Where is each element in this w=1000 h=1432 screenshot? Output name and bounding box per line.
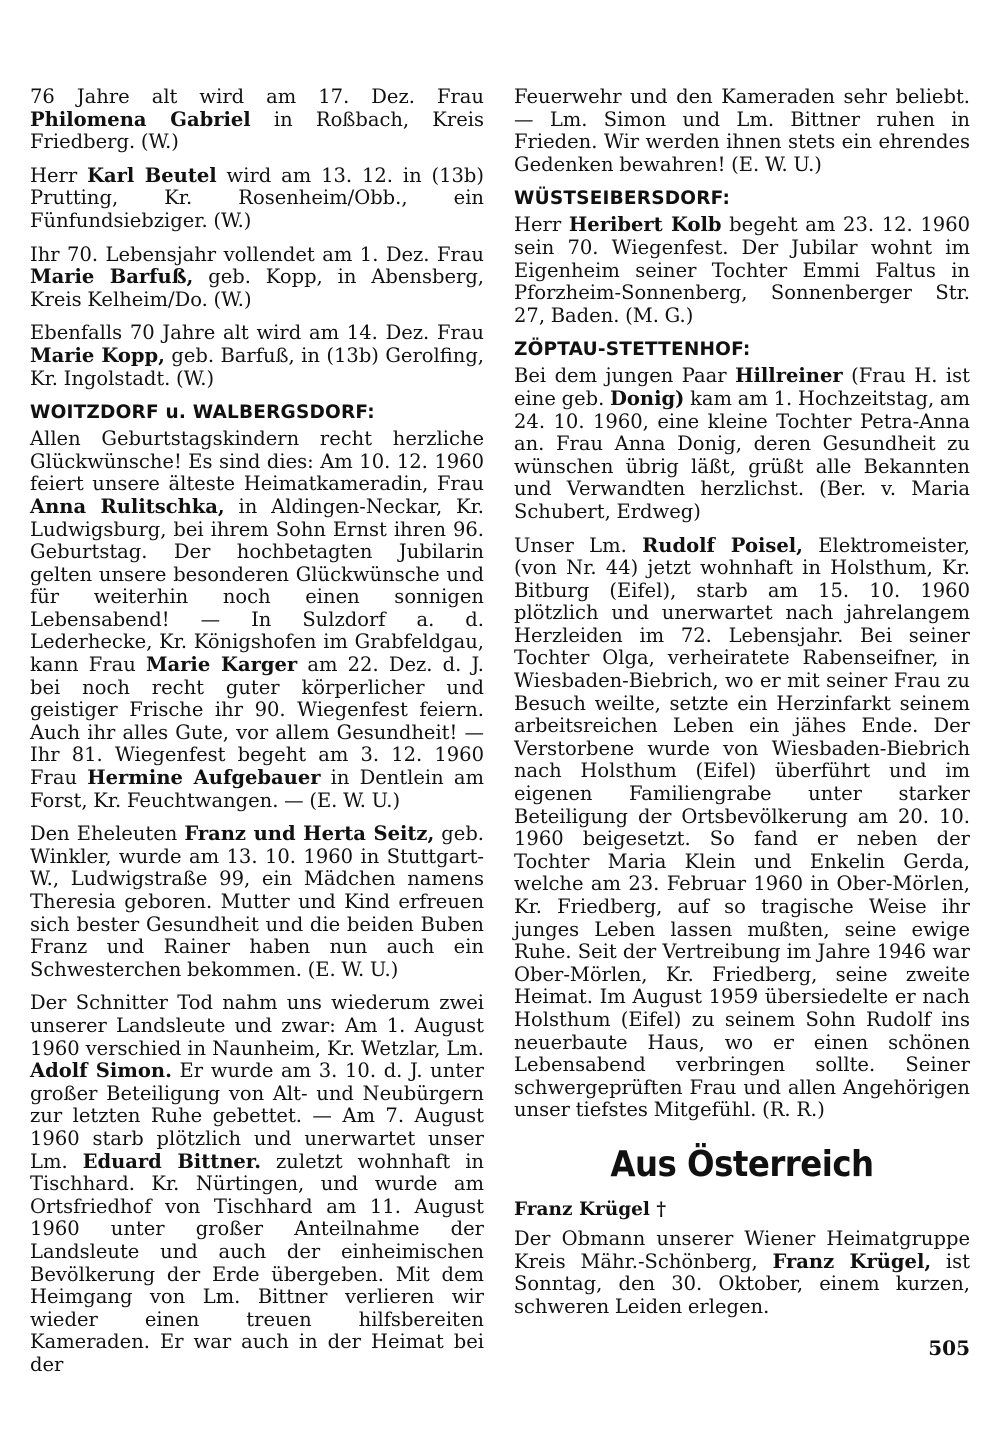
right-column	[514, 86, 970, 1329]
person-name: Hillreiner	[735, 364, 843, 388]
person-name: Rudolf Poisel,	[642, 533, 803, 557]
paragraph: Der Schnitter Tod nahm uns wiederum zwei unserer Landsleute und zwar: Am 1. August 1960 verschied in Naunheim, Kr. Wetzlar, Lm. Adolf Simon. Er wurde am 3. 10. d. J. unter großer Beteiligung von Alt- und Neubürgern zur letzten Ruhe gebettet. — Am 7. August 1960 starb plötzlich und unerwartet unser Lm. Eduard Bittner. zuletzt wohnhaft in Tischhard. Kr. Nürtingen, und wurde am Ortsfriedhof von Tischhard am 11. August 1960 unter großer Anteilnahme der Landsleute und auch der einheimischen Bevölkerung der Erde übergeben. Mit dem Heimgang von Lm. Bittner verlieren wir wieder einen treuen hilfsbereiten Kameraden. Er war auch in der Heimat bei der	[30, 991, 484, 1376]
person-name: Franz und Herta Seitz,	[184, 822, 435, 846]
person-name: Heribert Kolb	[568, 213, 722, 237]
person-name: Anna Rulitschka,	[30, 494, 225, 518]
person-name: Franz Krügel,	[772, 1249, 932, 1273]
paragraph: Feuerwehr und den Kameraden sehr beliebt. — Lm. Simon und Lm. Bittner ruhen in Frieden. Wir werden ihnen stets ein ehrendes Gedenken bewahren! (E. W. U.)	[514, 85, 970, 176]
person-name: Marie Barfuß,	[30, 265, 194, 289]
paragraph: Bei dem jungen Paar Hillreiner (Frau H. ist eine geb. Donig) kam am 1. Hochzeitstag, am 24. 10. 1960, eine kleine Tochter Petra-Anna an. Frau Anna Donig, deren Gesundheit zu wünschen übrig läßt, grüßt alle Bekannten und Verwandten herzlichst. (Ber. v. Maria Schubert, Erdweg)	[514, 364, 970, 523]
left-column	[30, 86, 484, 1387]
person-name: Hermine Aufgebauer	[87, 766, 321, 790]
section-title: Aus Österreich	[610, 1143, 874, 1185]
person-name: Donig)	[610, 386, 685, 410]
person-name: Karl Beutel	[87, 163, 217, 187]
person-name: Philomena Gabriel	[30, 107, 251, 131]
paragraph: 76 Jahre alt wird am 17. Dez. Frau Philomena Gabriel in Roßbach, Kreis Friedberg. (W.)	[30, 85, 484, 154]
paragraph: Der Obmann unserer Wiener Heimatgruppe Kreis Mähr.-Schönberg, Franz Krügel, ist Sonntag, den 30. Oktober, einem kurzen, schweren Leiden erlegen.	[514, 1226, 970, 1318]
person-name: Marie Kopp,	[30, 343, 165, 367]
paragraph: Unser Lm. Rudolf Poisel, Elektromeister, (von Nr. 44) jetzt wohnhaft in Holsthum, Kr. Bitburg (Eifel), starb am 15. 10. 1960 plötzlich und unerwartet nach jahrelangem Herzleiden im 72. Lebensjahr. Bei seiner Tochter Olga, verheiratete Rabenseifner, in Wiesbaden-Biebrich, wo er mit seiner Frau zu Besuch weilte, setzte ein Herzinfarkt seinem arbeitsreichen Leben ein jähes Ende. Der Verstorbene wurde von Wiesbaden-Biebrich nach Holsthum (Eifel) überführt und im eigenen Familiengrabe unter starker Beteiligung der Ortsbevölkerung am 20. 10. 1960 beigesetzt. So fand er neben der Tochter Maria Klein und Enkelin Gerda, welche am 23. Februar 1960 in Ober-Mörlen, Kr. Friedberg, auf so tragische Weise ihr junges Leben lassen mußten, seine ewige Ruhe. Seit der Vertreibung im Jahre 1946 war Ober-Mörlen, Kr. Friedberg, seine zweite Heimat. Im August 1959 übersiedelte er nach Holsthum (Eifel) zu seinem Sohn Rudolf ins neuerbaute Haus, wo er einen schönen Lebensabend verbringen sollte. Seiner schwergeprüften Frau und allen Angehörigen unser tiefstes Mitgefühl. (R. R.)	[514, 533, 970, 1122]
section-heading: WOITZDORF u. WALBERGSDORF:	[30, 402, 375, 424]
person-name: Eduard Bittner.	[82, 1149, 262, 1173]
section-heading: WÜSTSEIBERSDORF:	[514, 188, 731, 210]
obituary-heading: Franz Krügel †	[514, 1198, 667, 1220]
paragraph: Ihr 70. Lebensjahr vollendet am 1. Dez. Frau Marie Barfuß, geb. Kopp, in Abensberg, Kreis Kelheim/Do. (W.)	[30, 242, 484, 311]
person-name: Marie Karger	[145, 653, 298, 677]
paragraph: Herr Heribert Kolb begeht am 23. 12. 1960 sein 70. Wiegenfest. Der Jubilar wohnt im Eigenheim seiner Tochter Emmi Faltus in Pforzheim-Sonnenberg, Sonnenberger Str. 27, Baden. (M. G.)	[514, 213, 971, 327]
paragraph: Herr Karl Beutel wird am 13. 12. in (13b) Prutting, Kr. Rosenheim/Obb., ein Fünfundsiebziger. (W.)	[30, 163, 485, 232]
paragraph: Ebenfalls 70 Jahre alt wird am 14. Dez. Frau Marie Kopp, geb. Barfuß, in (13b) Gerolfing, Kr. Ingolstadt. (W.)	[30, 321, 484, 390]
paragraph: Den Eheleuten Franz und Herta Seitz, geb. Winkler, wurde am 13. 10. 1960 in Stuttgart-W., Ludwigstraße 99, ein Mädchen namens Theresia geboren. Mutter und Kind erfreuen sich bester Gesundheit und die beiden Buben Franz und Rainer haben nun auch ein Schwesterchen bekommen. (E. W. U.)	[30, 822, 485, 981]
person-name: Adolf Simon.	[30, 1059, 172, 1083]
paragraph: Allen Geburtstagskindern recht herzliche Glückwünsche! Es sind dies: Am 10. 12. 1960 feiert unsere älteste Heimatkameradin, Frau Anna Rulitschka, in Aldingen-Neckar, Kr. Ludwigsburg, bei ihrem Sohn Ernst ihren 96. Geburtstag. Der hochbetagten Jubilarin gelten unsere besonderen Glückwünsche und für weiterhin noch einen sonnigen Lebensabend! — In Sulzdorf a. d. Lederhecke, Kr. Königshofen im Grabfeldgau, kann Frau Marie Karger am 22. Dez. d. J. bei noch recht guter körperlicher und geistiger Frische ihr 90. Wiegenfest feiern. Auch ihr alles Gute, vor allem Gesundheit! — Ihr 81. Wiegenfest begeht am 3. 12. 1960 Frau Hermine Aufgebauer in Dentlein am Forst, Kr. Feuchtwangen. — (E. W. U.)	[30, 427, 485, 812]
page-number: 505	[928, 1336, 970, 1360]
section-heading: ZÖPTAU-STETTENHOF:	[514, 339, 751, 361]
